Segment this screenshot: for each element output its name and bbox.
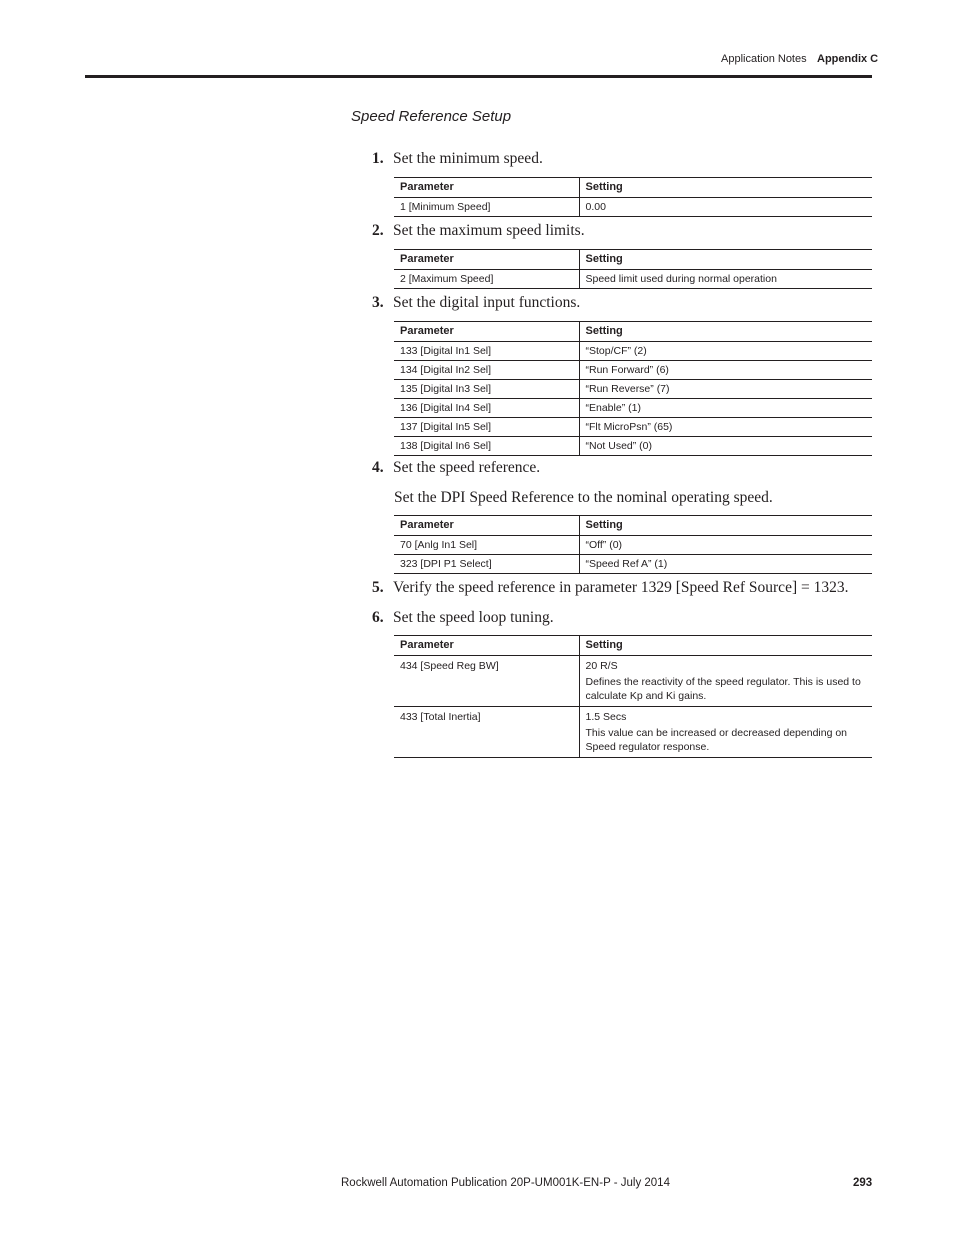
parameter-cell: 136 [Digital In4 Sel] xyxy=(394,399,579,418)
parameter-cell: 70 [Anlg In1 Sel] xyxy=(394,536,579,555)
step-4 xyxy=(372,459,540,477)
section-title: Speed Reference Setup xyxy=(351,108,512,125)
column-header-setting: Setting xyxy=(579,250,872,270)
setting-cell: “Not Used” (0) xyxy=(579,437,872,456)
footer-publication: Rockwell Automation Publication 20P-UM001K-EN-P - July 2014 xyxy=(341,1177,670,1189)
column-header-parameter: Parameter xyxy=(394,178,579,198)
page-number: 293 xyxy=(853,1177,873,1189)
header-rule xyxy=(85,75,872,78)
step-text: Set the speed reference. xyxy=(393,459,541,476)
setting-cell: “Off” (0) xyxy=(579,536,872,555)
table-row xyxy=(394,555,872,574)
table-row xyxy=(394,418,872,437)
table-row xyxy=(394,198,872,217)
table-row xyxy=(394,656,872,707)
step-5 xyxy=(372,579,848,597)
setting-description: Defines the reactivity of the speed regulator. This is used to calculate Kp and Ki gains. xyxy=(585,676,861,702)
setting-cell: “Run Forward” (6) xyxy=(579,361,872,380)
step-1 xyxy=(372,150,543,168)
parameter-table-6 xyxy=(394,635,872,758)
setting-cell: 0.00 xyxy=(579,198,872,217)
parameter-cell: 434 [Speed Reg BW] xyxy=(394,656,579,707)
setting-description: This value can be increased or decreased depending on Speed regulator response. xyxy=(585,727,848,753)
step-number: 4. xyxy=(372,459,384,476)
parameter-cell: 134 [Digital In2 Sel] xyxy=(394,361,579,380)
step-2 xyxy=(372,222,585,240)
table-row xyxy=(394,399,872,418)
header-section-label: Application Notes xyxy=(721,53,807,65)
table-row xyxy=(394,707,872,758)
setting-cell: “Flt MicroPsn” (65) xyxy=(579,418,872,437)
column-header-parameter: Parameter xyxy=(394,516,579,536)
step-3 xyxy=(372,294,580,312)
parameter-cell: 133 [Digital In1 Sel] xyxy=(394,342,579,361)
setting-cell xyxy=(579,656,872,707)
parameter-table-2 xyxy=(394,249,872,289)
table-row xyxy=(394,380,872,399)
column-header-setting: Setting xyxy=(579,322,872,342)
parameter-cell: 138 [Digital In6 Sel] xyxy=(394,437,579,456)
setting-cell: “Stop/CF” (2) xyxy=(579,342,872,361)
table-row xyxy=(394,270,872,289)
table-row xyxy=(394,361,872,380)
setting-value: 1.5 Secs xyxy=(585,711,627,723)
step-number: 5. xyxy=(372,579,384,596)
step-text: Set the maximum speed limits. xyxy=(393,222,585,239)
table-row xyxy=(394,536,872,555)
column-header-setting: Setting xyxy=(579,178,872,198)
step-number: 6. xyxy=(372,609,384,626)
step-text: Set the minimum speed. xyxy=(393,150,543,167)
step-text: Set the digital input functions. xyxy=(393,294,581,311)
parameter-cell: 137 [Digital In5 Sel] xyxy=(394,418,579,437)
parameter-cell: 323 [DPI P1 Select] xyxy=(394,555,579,574)
parameter-cell: 135 [Digital In3 Sel] xyxy=(394,380,579,399)
setting-cell: Speed limit used during normal operation xyxy=(579,270,872,289)
column-header-parameter: Parameter xyxy=(394,250,579,270)
column-header-setting: Setting xyxy=(579,636,872,656)
step-6 xyxy=(372,609,554,627)
step-number: 1. xyxy=(372,150,384,167)
parameter-table-4 xyxy=(394,515,872,574)
setting-cell: “Enable” (1) xyxy=(579,399,872,418)
setting-value: 20 R/S xyxy=(585,660,618,672)
parameter-cell: 433 [Total Inertia] xyxy=(394,707,579,758)
parameter-table-3 xyxy=(394,321,872,456)
table-row xyxy=(394,342,872,361)
parameter-table-1 xyxy=(394,177,872,217)
table-row xyxy=(394,437,872,456)
step-4-subtext: Set the DPI Speed Reference to the nominal operating speed. xyxy=(394,489,773,506)
column-header-setting: Setting xyxy=(579,516,872,536)
setting-cell xyxy=(579,707,872,758)
step-text: Set the speed loop tuning. xyxy=(393,609,554,626)
column-header-parameter: Parameter xyxy=(394,322,579,342)
setting-cell: “Speed Ref A” (1) xyxy=(579,555,872,574)
setting-cell: “Run Reverse” (7) xyxy=(579,380,872,399)
step-text: Verify the speed reference in parameter 1329 [Speed Ref Source] = 1323. xyxy=(393,579,849,596)
parameter-cell: 2 [Maximum Speed] xyxy=(394,270,579,289)
column-header-parameter: Parameter xyxy=(394,636,579,656)
step-number: 2. xyxy=(372,222,384,239)
step-number: 3. xyxy=(372,294,384,311)
header-appendix-label: Appendix C xyxy=(817,53,879,65)
parameter-cell: 1 [Minimum Speed] xyxy=(394,198,579,217)
